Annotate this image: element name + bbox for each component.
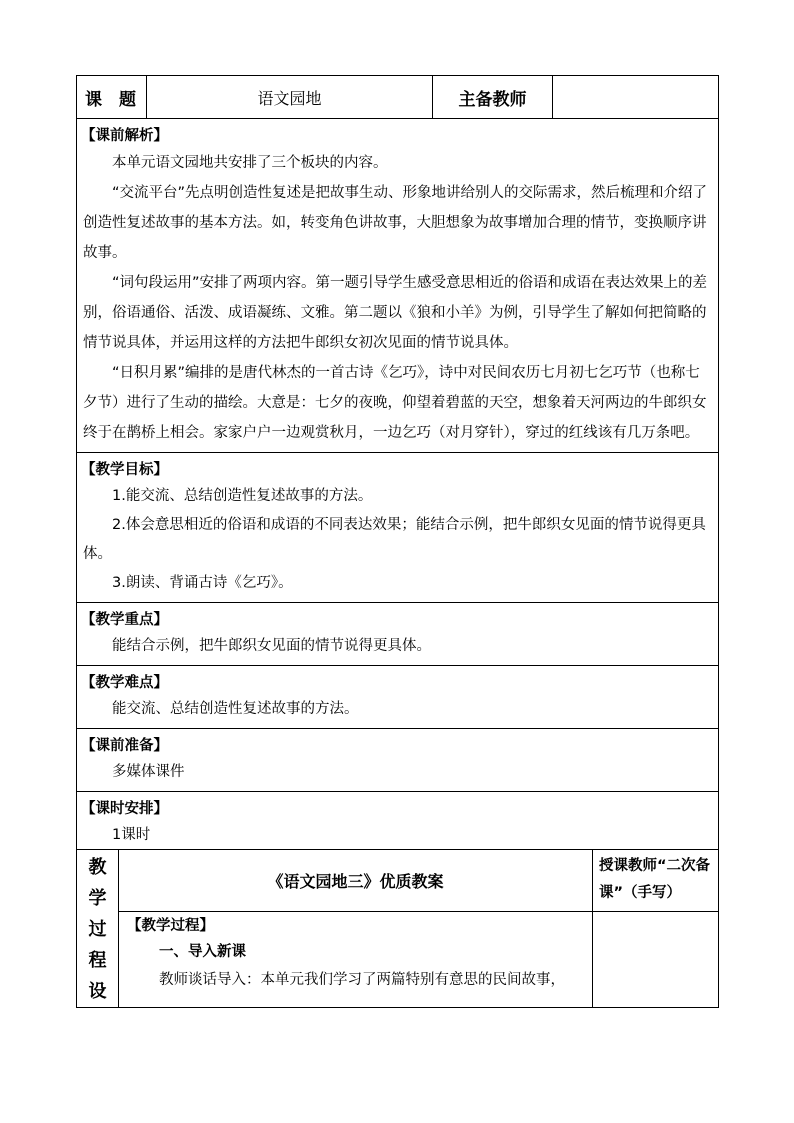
preparation-row	[77, 729, 719, 792]
difficulties-row	[77, 666, 719, 729]
difficulties-text: 能交流、总结创造性复述故事的方法。	[112, 701, 359, 717]
analysis-paragraph: 本单元语文园地共安排了三个板块的内容。	[112, 155, 388, 171]
teacher-value	[553, 76, 719, 119]
process-heading: 【教学过程】	[127, 917, 214, 934]
header-row	[77, 76, 719, 119]
key-points-heading: 【教学重点】	[81, 612, 168, 628]
analysis-row	[77, 119, 719, 453]
topic-label: 课 题	[77, 76, 147, 119]
lesson-plan	[76, 75, 718, 1008]
process-title-row	[77, 850, 719, 912]
analysis-heading: 【课前解析】	[81, 128, 168, 144]
process-table	[76, 849, 719, 1008]
objective-item: 3.朗读、背诵古诗《乞巧》。	[112, 575, 293, 591]
lesson-plan-table	[76, 75, 719, 850]
objective-item: 1.能交流、总结创造性复述故事的方法。	[112, 488, 373, 504]
analysis-paragraph: “词句段运用”安排了两项内容。第一题引导学生感受意思相近的俗语和成语在表达效果上的差别，俗语通俗、活泼、成语凝练、文雅。第二题以《狼和小羊》为例，引导学生了解如何把简略的情节说具体，并运用这样的方法把牛郎织女初次见面的情节说具体。	[83, 275, 708, 351]
analysis-section	[77, 119, 719, 453]
objectives-heading: 【教学目标】	[81, 462, 168, 478]
process-body	[119, 911, 593, 1007]
objective-item: 2.体会意思相近的俗语和成语的不同表达效果；能结合示例，把牛郎织女见面的情节说得更具体。	[83, 517, 706, 562]
process-title: 《语文园地三》优质教案	[119, 850, 593, 912]
difficulties-heading: 【教学难点】	[81, 675, 168, 691]
schedule-text: 1课时	[112, 827, 151, 843]
schedule-section	[77, 792, 719, 851]
process-text: 教师谈话导入：本单元我们学习了两篇特别有意思的民间故事，	[159, 971, 565, 988]
process-subheading: 一、导入新课	[159, 943, 246, 960]
analysis-paragraph: “日积月累”编排的是唐代林杰的一首古诗《乞巧》，诗中对民间农历七月初七乞巧节（也称七夕节）进行了生动的描绘。大意是：七夕的夜晚，仰望着碧蓝的天空，想象着天河两边的牛郎织女终于在鹊桥上相会。家家户户一边观赏秋月，一边乞巧（对月穿针），穿过的红线该有几万条吧。	[83, 365, 707, 441]
preparation-section	[77, 729, 719, 792]
schedule-row	[77, 792, 719, 851]
objectives-row	[77, 453, 719, 603]
key-points-section	[77, 603, 719, 666]
schedule-heading: 【课时安排】	[81, 801, 168, 817]
preparation-text: 多媒体课件	[112, 764, 185, 780]
teacher-label: 主备教师	[433, 76, 553, 119]
process-body-row	[77, 911, 719, 1007]
key-points-row	[77, 603, 719, 666]
process-side-label: 教 学 过 程 设	[77, 850, 119, 1008]
key-points-text: 能结合示例，把牛郎织女见面的情节说得更具体。	[112, 638, 431, 654]
preparation-heading: 【课前准备】	[81, 738, 168, 754]
difficulties-section	[77, 666, 719, 729]
teacher-note-label: 授课教师“二次备课”（手写）	[593, 850, 719, 912]
analysis-paragraph: “交流平台”先点明创造性复述是把故事生动、形象地讲给别人的交际需求，然后梳理和介绍了创造性复述故事的基本方法。如，转变角色讲故事，大胆想象为故事增加合理的情节，变换顺序讲故事。	[83, 185, 708, 261]
handwritten-notes-area	[593, 911, 719, 1007]
objectives-section	[77, 453, 719, 603]
topic-value: 语文园地	[147, 76, 433, 119]
